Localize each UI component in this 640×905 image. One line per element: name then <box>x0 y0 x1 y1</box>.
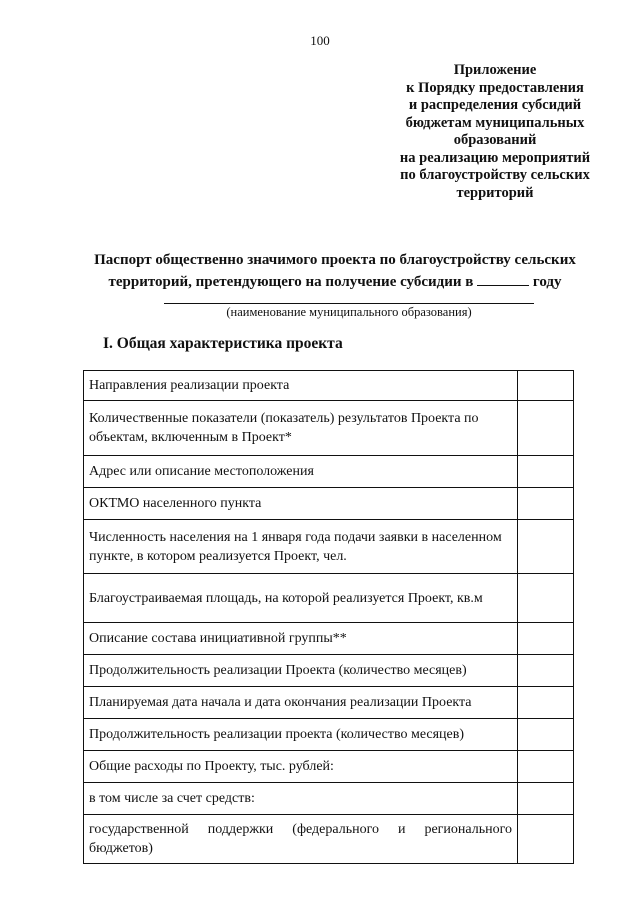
appendix-line: к Порядку предоставления <box>406 79 584 96</box>
table-row <box>84 783 574 815</box>
row-label: Общие расходы по Проекту, тыс. рублей: <box>84 751 518 783</box>
appendix-line: Приложение <box>453 62 537 78</box>
row-value-cell <box>518 520 574 574</box>
row-label: Описание состава инициативной группы** <box>84 623 518 655</box>
table-row <box>84 456 574 488</box>
table-row <box>84 815 574 864</box>
row-value-cell <box>518 574 574 623</box>
document-title <box>90 250 580 293</box>
table-row <box>84 687 574 719</box>
row-value-cell <box>518 371 574 401</box>
row-value-cell <box>518 488 574 520</box>
appendix-line: на реализацию мероприятий <box>399 149 591 166</box>
row-label: Продолжительность реализации Проекта (количество месяцев) <box>84 655 518 687</box>
row-value-cell <box>518 456 574 488</box>
title-line-1: Паспорт общественно значимого проекта по благоустройству сельских <box>94 252 576 268</box>
section-title: I. Общая характеристика проекта <box>103 335 343 352</box>
appendix-line: и распределения субсидий <box>408 97 582 113</box>
title-line-2-end: году <box>532 274 562 290</box>
row-value-cell <box>518 719 574 751</box>
appendix-line: образований <box>453 132 537 148</box>
appendix-line: по благоустройству сельских <box>400 167 590 183</box>
table-row <box>84 751 574 783</box>
row-label: в том числе за счет средств: <box>84 783 518 815</box>
page-number: 100 <box>310 33 330 48</box>
row-value-cell <box>518 783 574 815</box>
table-row <box>84 655 574 687</box>
row-label: государственной поддержки (федерального и регионального бюджетов) <box>84 815 518 864</box>
table-row <box>84 401 574 456</box>
row-label: Планируемая дата начала и дата окончания реализации Проекта <box>84 687 518 719</box>
row-value-cell <box>518 815 574 864</box>
row-label: Благоустраиваемая площадь, на которой реализуется Проект, кв.м <box>84 574 518 623</box>
row-value-cell <box>518 655 574 687</box>
row-label: Численность населения на 1 января года подачи заявки в населенном пункте, в котором реализуется Проект, чел. <box>84 520 518 574</box>
appendix-line: территорий <box>456 184 534 201</box>
table-row <box>84 719 574 751</box>
project-characteristics-table <box>83 370 574 864</box>
row-label: Направления реализации проекта <box>84 371 518 401</box>
row-value-cell <box>518 687 574 719</box>
row-value-cell <box>518 401 574 456</box>
appendix-header <box>388 62 602 202</box>
appendix-line: бюджетам муниципальных <box>405 114 585 131</box>
row-value-cell <box>518 751 574 783</box>
title-line-2-start: территорий, претендующего на получение субсидии в <box>108 274 474 290</box>
row-label: ОКТМО населенного пункта <box>84 488 518 520</box>
municipality-blank-line <box>164 303 534 304</box>
row-label: Продолжительность реализации проекта (количество месяцев) <box>84 719 518 751</box>
municipality-label: (наименование муниципального образования) <box>226 305 472 319</box>
title-line-2 <box>90 271 580 293</box>
table-row <box>84 623 574 655</box>
table-row <box>84 574 574 623</box>
table-row <box>84 371 574 401</box>
table-row <box>84 488 574 520</box>
year-blank-field <box>477 271 529 286</box>
row-label: Адрес или описание местоположения <box>84 456 518 488</box>
row-label: Количественные показатели (показатель) результатов Проекта по объектам, включенным в Проект* <box>84 401 518 456</box>
table-row <box>84 520 574 574</box>
row-value-cell <box>518 623 574 655</box>
